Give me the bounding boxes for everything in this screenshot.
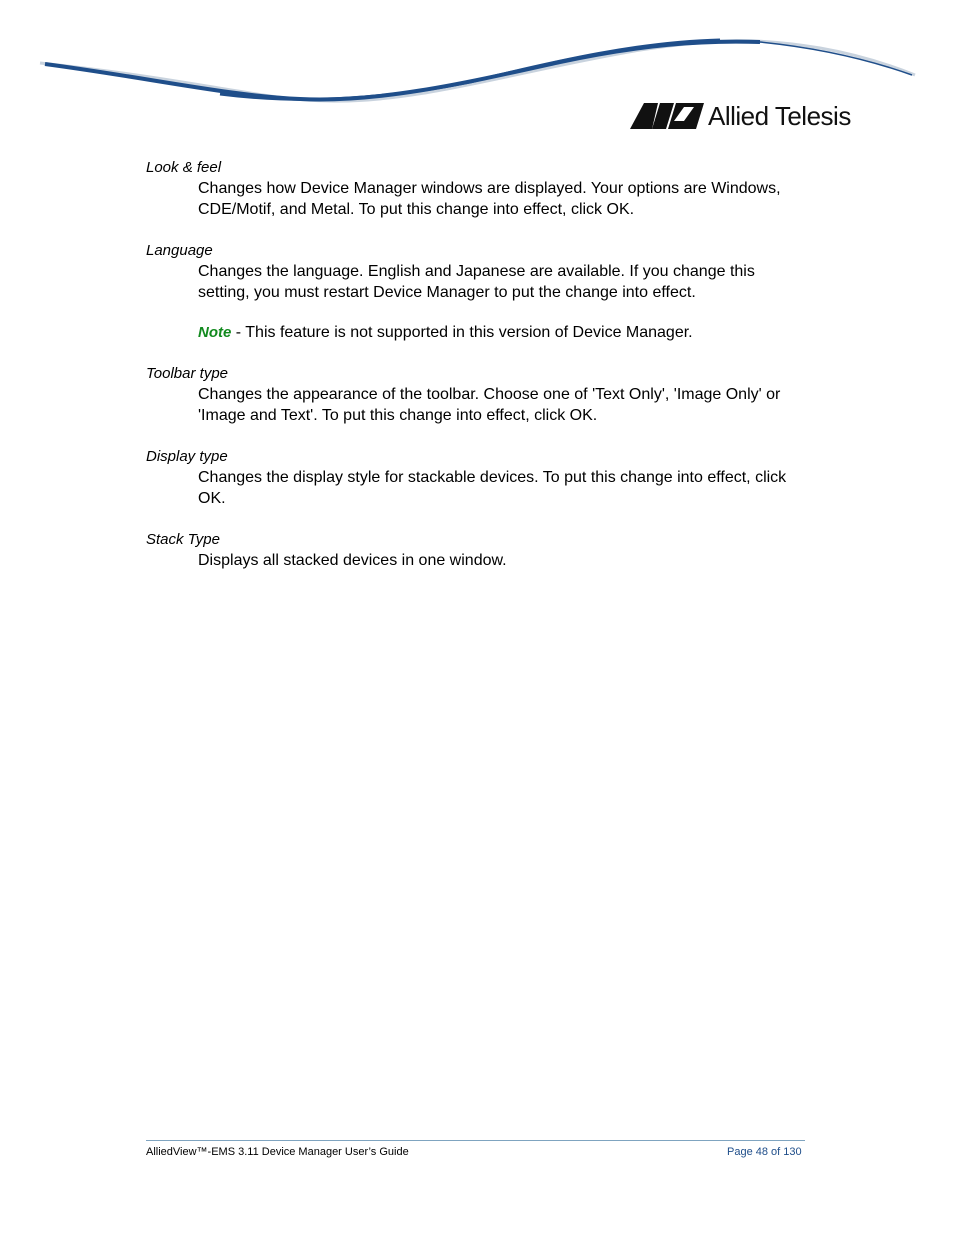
footer-document-title: AlliedView™-EMS 3.11 Device Manager User’s Guide bbox=[146, 1146, 409, 1158]
term-description: Changes how Device Manager windows are displayed. Your options are Windows, CDE/Motif, and Metal. To put this change into effect, click OK. bbox=[198, 180, 781, 218]
term-label: Language bbox=[146, 242, 213, 259]
term-description: Changes the language. English and Japanese are available. If you change this setting, you must restart Device Manager to put the change into effect. bbox=[198, 263, 755, 301]
allied-telesis-mark-icon bbox=[630, 103, 706, 129]
entry-language bbox=[146, 241, 806, 343]
entry-look-and-feel bbox=[146, 158, 806, 220]
brand-name: Allied Telesis bbox=[708, 101, 851, 131]
term-label: Look & feel bbox=[146, 159, 222, 176]
term-label: Toolbar type bbox=[146, 365, 229, 382]
footer-page-number: Page 48 of 130 bbox=[727, 1146, 802, 1158]
term-description: Displays all stacked devices in one window. bbox=[198, 552, 507, 569]
allied-telesis-logo bbox=[630, 100, 851, 132]
entry-stack-type bbox=[146, 530, 806, 571]
note bbox=[198, 322, 806, 343]
term-description: Changes the appearance of the toolbar. Choose one of 'Text Only', 'Image Only' or 'Image and Text'. To put this change into effect, click OK. bbox=[198, 386, 781, 424]
entry-toolbar-type bbox=[146, 364, 806, 426]
entry-display-type bbox=[146, 447, 806, 509]
footer-divider bbox=[146, 1140, 805, 1141]
note-label: Note bbox=[198, 324, 232, 341]
document-body bbox=[146, 158, 806, 592]
term-label: Stack Type bbox=[146, 531, 220, 548]
term-label: Display type bbox=[146, 448, 228, 465]
note-text: - This feature is not supported in this version of Device Manager. bbox=[231, 324, 693, 341]
term-description: Changes the display style for stackable devices. To put this change into effect, click OK. bbox=[198, 469, 787, 507]
